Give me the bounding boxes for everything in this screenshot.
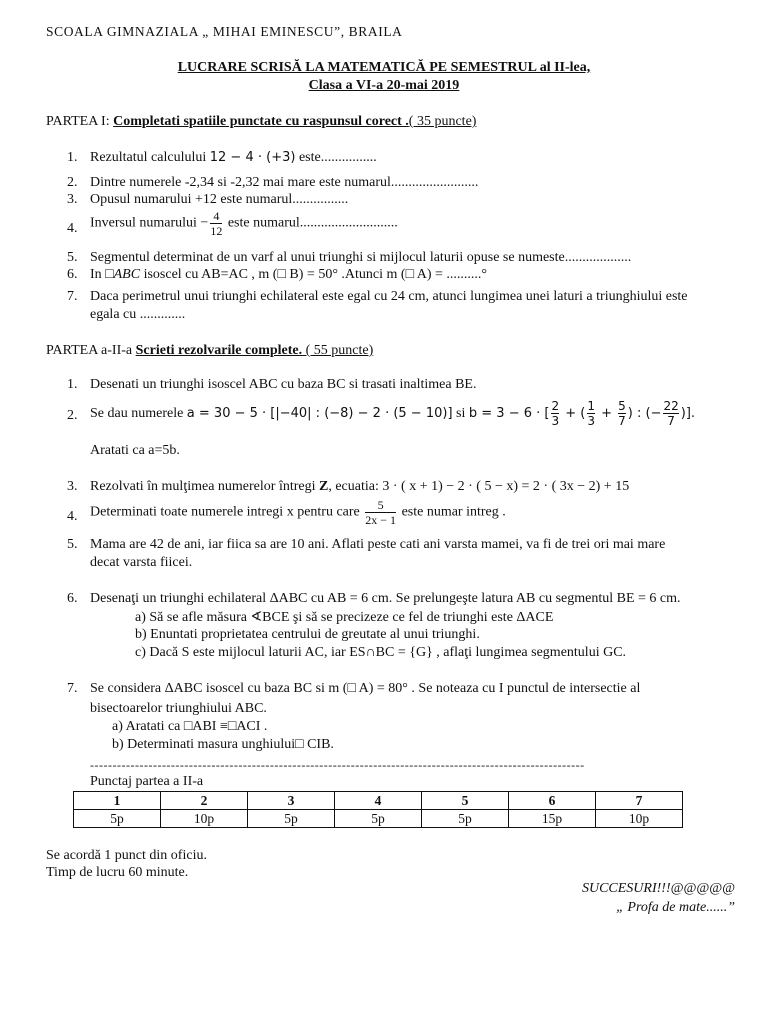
score-value-cell: 5p	[74, 810, 161, 828]
item-text-continued: decat varsta fiicei.	[90, 555, 193, 570]
item-text: Opusul numarului +12 este numarul................	[90, 192, 349, 207]
item-number: 4.	[67, 221, 78, 236]
item-text: Inversul numarului − $\frac{4}{12}$ este numarul............................	[90, 209, 398, 238]
part1-item-6	[0, 267, 768, 285]
score-header-cell: 2	[161, 792, 248, 810]
part1-item-2	[0, 175, 768, 193]
part2-item-3	[0, 479, 768, 497]
item-text: In □ABC isoscel cu AB=AC , m (□ B) = 50° .Atunci m (□ A) = ..........°	[90, 267, 488, 282]
part1-item-5	[0, 250, 768, 268]
subitem-b: b) Enuntati proprietatea centrului de greutate al unui triunghi.	[135, 627, 480, 642]
score-value-cell: 15p	[509, 810, 596, 828]
part2-item-1	[0, 377, 768, 395]
part1-item-1	[0, 150, 768, 170]
item-text: Segmentul determinat de un varf al unui triunghi si mijlocul laturii opuse se numeste...................	[90, 250, 632, 265]
score-value-cell: 10p	[161, 810, 248, 828]
score-value-cell: 5p	[422, 810, 509, 828]
item-number: 4.	[67, 509, 78, 524]
part1-heading	[46, 114, 476, 130]
item-number: 5.	[67, 250, 78, 265]
part2-item-2	[0, 396, 768, 438]
fraction: $\frac{5}{2x - 1}$	[365, 498, 397, 527]
subitem-c: c) Dacă S este mijlocul laturii AC, iar ES∩BC = {G} , aflaţi lungimea segmentului GC.	[135, 645, 627, 660]
item-number: 7.	[67, 681, 78, 696]
score-header-cell: 7	[596, 792, 683, 810]
item-text: Dintre numerele -2,34 si -2,32 mai mare este numarul.........................	[90, 175, 479, 190]
document-title: LUCRARE SCRISĂ LA MATEMATICĂ PE SEMESTRUL al II-lea,	[177, 60, 591, 75]
item-text: Se considera ΔABC isoscel cu baza BC si m (□ A) = 80° . Se noteaza cu I punctul de intersectie al	[90, 681, 641, 696]
part2-heading	[46, 343, 373, 359]
part2-item-6	[0, 591, 768, 663]
item-number: 1.	[67, 150, 78, 165]
item-number: 1.	[67, 377, 78, 392]
score-header-cell: 5	[422, 792, 509, 810]
part2-item-4	[0, 497, 768, 535]
document-subtitle: Clasa a VI-a 20-mai 2019	[308, 78, 460, 93]
subitem-b: b) Determinati masura unghiului□ CIB.	[112, 737, 334, 752]
item-number: 5.	[67, 537, 78, 552]
part2-item-2-note: Aratati ca a=5b.	[90, 443, 180, 458]
item-text: Desenaţi un triunghi echilateral ΔABC cu AB = 6 cm. Se prelungeşte latura AB cu segmentul BE = 6 cm.	[90, 591, 681, 606]
math-expression: 12 − 4 · (+3)	[209, 150, 296, 165]
item-text-continued: bisectoarelor triunghiului ABC.	[90, 701, 267, 716]
score-value-cell: 5p	[335, 810, 422, 828]
item-number: 6.	[67, 591, 78, 606]
teacher-signature: „ Profa de mate......”	[616, 900, 735, 915]
item-number: 6.	[67, 267, 78, 282]
item-text: Se dau numerele a = 30 − 5 · [|−40| : (−8) − 2 · (5 − 10)] si b = 3 − 6 · [ $\frac{2}{3}$ + ( $\frac{1}{3}$ + $\frac{5}{7}$ ) : (− $\frac{22}{7}$ )].	[90, 399, 696, 428]
item-text: Mama are 42 de ani, iar fiica sa are 10 ani. Aflati peste cati ani varsta mamei, va fi de trei ori mai mare	[90, 537, 666, 552]
subitem-a: a) Să se afle măsura ∢BCE şi să se precizeze ce fel de triunghi este ΔACE	[135, 610, 554, 625]
score-header-cell: 4	[335, 792, 422, 810]
part1-points: ( 35 puncte)	[408, 114, 477, 129]
item-text: Rezolvati în mulţimea numerelor întregi Z, ecuatia: 3 · ( x + 1) − 2 · ( 5 − x) = 2 · ( 3x − 2) + 15	[90, 479, 630, 494]
part1-item-4	[0, 209, 768, 245]
score-table	[73, 791, 683, 828]
separator-dashes: --------------------------------------------------------------------------------------------------------------	[90, 758, 585, 772]
item-number: 2.	[67, 408, 78, 423]
part2-item-7	[0, 681, 768, 757]
part1-label: PARTEA I:	[46, 114, 114, 129]
item-text-continued: egala cu .............	[90, 307, 186, 322]
expression-a: a = 30 − 5 · [|−40| : (−8) − 2 · (5 − 10)]	[186, 406, 453, 421]
time-limit-note: Timp de lucru 60 minute.	[46, 865, 189, 880]
part2-instruction: Scrieti rezolvarile complete.	[135, 343, 303, 358]
score-table-header-row	[74, 792, 683, 810]
item-number: 3.	[67, 479, 78, 494]
item-number: 7.	[67, 289, 78, 304]
score-table-values-row	[74, 810, 683, 828]
score-header-cell: 1	[74, 792, 161, 810]
school-name: SCOALA GIMNAZIALA „ MIHAI EMINESCU”, BRAILA	[46, 24, 403, 39]
item-text: Daca perimetrul unui triunghi echilateral este egal cu 24 cm, atunci lungimea unei laturi a triunghiului este	[90, 289, 688, 304]
part1-instruction: Completati spatiile punctate cu raspunsul corect .	[113, 114, 409, 129]
subitem-a: a) Aratati ca □ABI ≡□ACI .	[112, 719, 268, 734]
part1-item-7	[0, 289, 768, 325]
part2-label: PARTEA a-II-a	[46, 343, 136, 358]
part1-item-3	[0, 192, 768, 210]
score-value-cell: 10p	[596, 810, 683, 828]
expression-b: b = 3 − 6 · [ $\frac{2}{3}$ + ( $\frac{1}{3}$ + $\frac{5}{7}$ ) : (− $\frac{22}{7}$ )].	[468, 399, 696, 428]
item-text: Determinati toate numerele intregi x pentru care $\frac{5}{2x - 1}$ este numar intreg .	[90, 498, 506, 527]
item-number: 3.	[67, 192, 78, 207]
score-value-cell: 5p	[248, 810, 335, 828]
part2-item-5	[0, 537, 768, 573]
item-text: Desenati un triunghi isoscel ABC cu baza BC si trasati inaltimea BE.	[90, 377, 477, 392]
bonus-point-note: Se acordă 1 punct din oficiu.	[46, 848, 207, 863]
item-text: Rezultatul calculului 12 − 4 · (+3) este................	[90, 150, 377, 165]
score-label: Punctaj partea a II-a	[90, 774, 204, 789]
part2-points: ( 55 puncte)	[302, 343, 374, 358]
score-header-cell: 6	[509, 792, 596, 810]
good-luck-message: SUCCESURI!!!@@@@@	[581, 881, 735, 896]
score-header-cell: 3	[248, 792, 335, 810]
item-number: 2.	[67, 175, 78, 190]
fraction: $\frac{4}{12}$	[210, 209, 223, 238]
